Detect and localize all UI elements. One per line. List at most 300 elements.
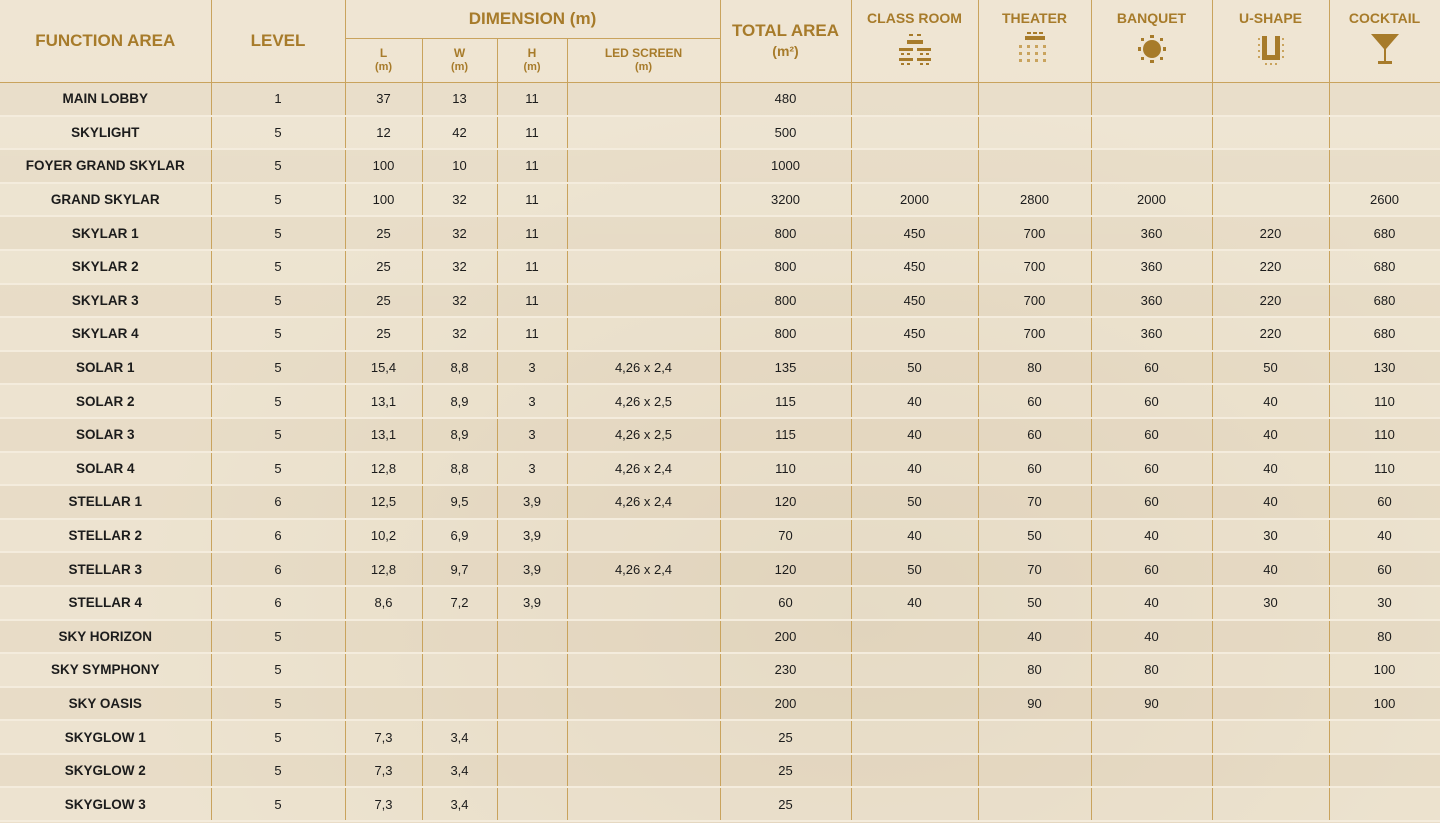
table-row bbox=[0, 519, 1440, 553]
cell-function-area: STELLAR 2 bbox=[0, 519, 211, 553]
cell-led-screen bbox=[567, 586, 720, 620]
cell-height: 11 bbox=[497, 216, 567, 250]
cell-cocktail: 80 bbox=[1329, 620, 1440, 654]
cell-led-screen bbox=[567, 720, 720, 754]
cell-class-room bbox=[851, 787, 978, 821]
table-row bbox=[0, 687, 1440, 721]
cell-total-area: 135 bbox=[720, 351, 851, 385]
cell-function-area: MAIN LOBBY bbox=[0, 82, 211, 116]
cell-function-area: SOLAR 4 bbox=[0, 452, 211, 486]
cell-function-area: SOLAR 1 bbox=[0, 351, 211, 385]
cell-u-shape: 220 bbox=[1212, 284, 1329, 318]
cell-theater: 70 bbox=[978, 485, 1091, 519]
cell-banquet bbox=[1091, 149, 1212, 183]
cell-height: 11 bbox=[497, 250, 567, 284]
cell-width: 3,4 bbox=[422, 787, 497, 821]
cell-total-area: 70 bbox=[720, 519, 851, 553]
cell-function-area: SKYLAR 2 bbox=[0, 250, 211, 284]
cell-total-area: 800 bbox=[720, 216, 851, 250]
cell-u-shape: 40 bbox=[1212, 485, 1329, 519]
cell-theater: 60 bbox=[978, 418, 1091, 452]
cell-banquet: 60 bbox=[1091, 452, 1212, 486]
header-banquet bbox=[1091, 0, 1212, 82]
cell-cocktail: 100 bbox=[1329, 653, 1440, 687]
cell-class-room: 40 bbox=[851, 418, 978, 452]
cell-length: 13,1 bbox=[345, 384, 422, 418]
cell-function-area: SKYLAR 4 bbox=[0, 317, 211, 351]
cell-class-room bbox=[851, 82, 978, 116]
cell-length: 25 bbox=[345, 250, 422, 284]
cell-width: 32 bbox=[422, 216, 497, 250]
table-row bbox=[0, 116, 1440, 150]
cell-level: 1 bbox=[211, 82, 345, 116]
cell-level: 5 bbox=[211, 149, 345, 183]
cell-level: 5 bbox=[211, 787, 345, 821]
cell-banquet: 360 bbox=[1091, 250, 1212, 284]
cell-function-area: SOLAR 2 bbox=[0, 384, 211, 418]
cell-width bbox=[422, 687, 497, 721]
cell-cocktail: 60 bbox=[1329, 552, 1440, 586]
cell-led-screen bbox=[567, 787, 720, 821]
cell-class-room: 40 bbox=[851, 586, 978, 620]
cell-u-shape: 220 bbox=[1212, 216, 1329, 250]
table-row bbox=[0, 485, 1440, 519]
cell-class-room: 40 bbox=[851, 519, 978, 553]
header-length-label: L bbox=[379, 46, 388, 60]
cell-u-shape: 30 bbox=[1212, 519, 1329, 553]
cell-led-screen bbox=[567, 82, 720, 116]
cell-u-shape bbox=[1212, 754, 1329, 788]
cell-cocktail bbox=[1329, 720, 1440, 754]
cell-width: 10 bbox=[422, 149, 497, 183]
cell-u-shape: 40 bbox=[1212, 552, 1329, 586]
cell-level: 5 bbox=[211, 116, 345, 150]
cell-cocktail: 130 bbox=[1329, 351, 1440, 385]
header-theater bbox=[978, 0, 1091, 82]
cell-total-area: 800 bbox=[720, 317, 851, 351]
cell-theater: 80 bbox=[978, 351, 1091, 385]
cell-led-screen bbox=[567, 653, 720, 687]
cell-banquet: 90 bbox=[1091, 687, 1212, 721]
cell-theater: 700 bbox=[978, 216, 1091, 250]
header-width-label: W bbox=[453, 46, 466, 60]
cell-level: 6 bbox=[211, 485, 345, 519]
cell-function-area: SKYGLOW 1 bbox=[0, 720, 211, 754]
table-row bbox=[0, 653, 1440, 687]
cell-total-area: 25 bbox=[720, 787, 851, 821]
cell-width: 8,8 bbox=[422, 452, 497, 486]
cell-led-screen bbox=[567, 754, 720, 788]
cell-level: 5 bbox=[211, 384, 345, 418]
cell-length: 12,8 bbox=[345, 552, 422, 586]
cell-banquet: 40 bbox=[1091, 620, 1212, 654]
cell-banquet: 60 bbox=[1091, 552, 1212, 586]
cell-width bbox=[422, 620, 497, 654]
cell-class-room: 50 bbox=[851, 552, 978, 586]
cell-theater: 50 bbox=[978, 586, 1091, 620]
cell-width: 32 bbox=[422, 317, 497, 351]
table-row bbox=[0, 787, 1440, 821]
cell-cocktail: 110 bbox=[1329, 384, 1440, 418]
cell-cocktail bbox=[1329, 116, 1440, 150]
cell-total-area: 500 bbox=[720, 116, 851, 150]
cell-height: 3,9 bbox=[497, 552, 567, 586]
table-row bbox=[0, 216, 1440, 250]
cell-cocktail: 680 bbox=[1329, 250, 1440, 284]
table-row bbox=[0, 183, 1440, 217]
cell-class-room: 40 bbox=[851, 452, 978, 486]
header-led-screen bbox=[567, 38, 720, 82]
cell-total-area: 25 bbox=[720, 754, 851, 788]
cell-class-room bbox=[851, 149, 978, 183]
cell-theater: 90 bbox=[978, 687, 1091, 721]
cell-level: 5 bbox=[211, 687, 345, 721]
cell-total-area: 1000 bbox=[720, 149, 851, 183]
header-led-screen-unit: (m) bbox=[634, 61, 653, 73]
cell-total-area: 230 bbox=[720, 653, 851, 687]
cell-length: 100 bbox=[345, 149, 422, 183]
cell-theater: 700 bbox=[978, 284, 1091, 318]
cell-cocktail: 2600 bbox=[1329, 183, 1440, 217]
cell-level: 5 bbox=[211, 317, 345, 351]
cell-class-room: 50 bbox=[851, 485, 978, 519]
cell-total-area: 25 bbox=[720, 720, 851, 754]
cell-cocktail: 40 bbox=[1329, 519, 1440, 553]
table-row bbox=[0, 149, 1440, 183]
cell-total-area: 200 bbox=[720, 687, 851, 721]
cell-cocktail: 110 bbox=[1329, 452, 1440, 486]
header-height-label: H bbox=[527, 46, 537, 60]
cell-u-shape bbox=[1212, 116, 1329, 150]
cell-class-room bbox=[851, 653, 978, 687]
cell-led-screen: 4,26 x 2,4 bbox=[567, 351, 720, 385]
table-row bbox=[0, 284, 1440, 318]
cell-cocktail: 100 bbox=[1329, 687, 1440, 721]
cell-level: 5 bbox=[211, 216, 345, 250]
cell-level: 5 bbox=[211, 653, 345, 687]
cell-width: 3,4 bbox=[422, 754, 497, 788]
cell-led-screen bbox=[567, 519, 720, 553]
cell-width: 9,5 bbox=[422, 485, 497, 519]
cell-level: 5 bbox=[211, 183, 345, 217]
cell-height: 11 bbox=[497, 284, 567, 318]
cell-height: 3 bbox=[497, 351, 567, 385]
cell-function-area: SKY SYMPHONY bbox=[0, 653, 211, 687]
cell-width: 8,8 bbox=[422, 351, 497, 385]
cell-u-shape bbox=[1212, 653, 1329, 687]
cell-u-shape bbox=[1212, 620, 1329, 654]
header-width bbox=[422, 38, 497, 82]
cell-theater bbox=[978, 149, 1091, 183]
cell-height: 3 bbox=[497, 418, 567, 452]
cell-led-screen bbox=[567, 116, 720, 150]
cell-length: 12,5 bbox=[345, 485, 422, 519]
cell-u-shape: 30 bbox=[1212, 586, 1329, 620]
cell-class-room: 450 bbox=[851, 216, 978, 250]
header-length-unit: (m) bbox=[374, 61, 393, 73]
cell-class-room bbox=[851, 116, 978, 150]
cell-u-shape bbox=[1212, 687, 1329, 721]
cell-banquet bbox=[1091, 754, 1212, 788]
cell-function-area: SKY OASIS bbox=[0, 687, 211, 721]
table-row bbox=[0, 250, 1440, 284]
cell-function-area: SKYGLOW 2 bbox=[0, 754, 211, 788]
cell-led-screen bbox=[567, 620, 720, 654]
cell-led-screen bbox=[567, 284, 720, 318]
cell-level: 5 bbox=[211, 250, 345, 284]
cell-u-shape: 40 bbox=[1212, 384, 1329, 418]
cell-cocktail: 30 bbox=[1329, 586, 1440, 620]
cell-length: 37 bbox=[345, 82, 422, 116]
cell-height: 11 bbox=[497, 82, 567, 116]
cell-length bbox=[345, 620, 422, 654]
cell-theater: 700 bbox=[978, 250, 1091, 284]
header-u-shape-label: U-SHAPE bbox=[1238, 10, 1302, 26]
cell-u-shape: 220 bbox=[1212, 317, 1329, 351]
cell-height: 11 bbox=[497, 317, 567, 351]
cell-height bbox=[497, 720, 567, 754]
table-row bbox=[0, 720, 1440, 754]
cell-theater: 60 bbox=[978, 452, 1091, 486]
cell-u-shape: 40 bbox=[1212, 418, 1329, 452]
cell-cocktail: 110 bbox=[1329, 418, 1440, 452]
cell-level: 5 bbox=[211, 418, 345, 452]
theater-icon bbox=[1015, 32, 1055, 66]
cell-function-area: STELLAR 4 bbox=[0, 586, 211, 620]
cell-function-area: SKYLAR 1 bbox=[0, 216, 211, 250]
table-row bbox=[0, 418, 1440, 452]
cell-cocktail bbox=[1329, 82, 1440, 116]
table-row bbox=[0, 384, 1440, 418]
table-row bbox=[0, 351, 1440, 385]
header-function-area: FUNCTION AREA bbox=[0, 0, 211, 82]
cell-cocktail: 680 bbox=[1329, 216, 1440, 250]
cell-banquet: 360 bbox=[1091, 317, 1212, 351]
cell-banquet: 360 bbox=[1091, 284, 1212, 318]
cell-length: 25 bbox=[345, 216, 422, 250]
cell-function-area: SOLAR 3 bbox=[0, 418, 211, 452]
cell-height: 11 bbox=[497, 183, 567, 217]
cell-theater: 700 bbox=[978, 317, 1091, 351]
cell-u-shape: 220 bbox=[1212, 250, 1329, 284]
cell-total-area: 115 bbox=[720, 418, 851, 452]
cell-theater: 50 bbox=[978, 519, 1091, 553]
cell-class-room bbox=[851, 720, 978, 754]
cell-level: 6 bbox=[211, 586, 345, 620]
cell-class-room: 450 bbox=[851, 250, 978, 284]
cell-width: 6,9 bbox=[422, 519, 497, 553]
cell-banquet: 2000 bbox=[1091, 183, 1212, 217]
cell-theater bbox=[978, 754, 1091, 788]
cell-function-area: STELLAR 1 bbox=[0, 485, 211, 519]
cell-level: 5 bbox=[211, 754, 345, 788]
cell-theater: 60 bbox=[978, 384, 1091, 418]
cell-theater bbox=[978, 82, 1091, 116]
cell-length: 12 bbox=[345, 116, 422, 150]
cell-function-area: GRAND SKYLAR bbox=[0, 183, 211, 217]
header-u-shape bbox=[1212, 0, 1329, 82]
header-dimension: DIMENSION (m) bbox=[345, 0, 720, 38]
cell-u-shape bbox=[1212, 82, 1329, 116]
cell-width: 42 bbox=[422, 116, 497, 150]
cell-cocktail bbox=[1329, 754, 1440, 788]
cell-function-area: FOYER GRAND SKYLAR bbox=[0, 149, 211, 183]
cell-length: 25 bbox=[345, 317, 422, 351]
cell-function-area: SKYLIGHT bbox=[0, 116, 211, 150]
table-row bbox=[0, 586, 1440, 620]
cell-theater: 2800 bbox=[978, 183, 1091, 217]
cell-led-screen: 4,26 x 2,4 bbox=[567, 452, 720, 486]
header-banquet-label: BANQUET bbox=[1116, 10, 1187, 26]
cell-banquet: 80 bbox=[1091, 653, 1212, 687]
cell-level: 6 bbox=[211, 519, 345, 553]
cell-height bbox=[497, 653, 567, 687]
header-total-area-label: TOTAL AREA bbox=[731, 20, 840, 40]
cell-banquet bbox=[1091, 116, 1212, 150]
cell-theater: 70 bbox=[978, 552, 1091, 586]
cell-width: 3,4 bbox=[422, 720, 497, 754]
cell-led-screen bbox=[567, 149, 720, 183]
cell-theater: 80 bbox=[978, 653, 1091, 687]
cell-level: 5 bbox=[211, 720, 345, 754]
header-led-screen-label: LED SCREEN bbox=[604, 46, 683, 60]
cell-led-screen: 4,26 x 2,4 bbox=[567, 485, 720, 519]
cell-level: 5 bbox=[211, 351, 345, 385]
cell-theater bbox=[978, 720, 1091, 754]
cell-banquet: 60 bbox=[1091, 418, 1212, 452]
cell-u-shape bbox=[1212, 183, 1329, 217]
cell-width: 7,2 bbox=[422, 586, 497, 620]
cell-length: 15,4 bbox=[345, 351, 422, 385]
cell-total-area: 800 bbox=[720, 250, 851, 284]
cell-theater: 40 bbox=[978, 620, 1091, 654]
cell-theater bbox=[978, 787, 1091, 821]
cell-level: 5 bbox=[211, 284, 345, 318]
cell-class-room bbox=[851, 687, 978, 721]
cell-cocktail bbox=[1329, 149, 1440, 183]
cell-level: 5 bbox=[211, 452, 345, 486]
table-row bbox=[0, 82, 1440, 116]
cell-height bbox=[497, 687, 567, 721]
cell-total-area: 800 bbox=[720, 284, 851, 318]
u-shape-icon bbox=[1251, 32, 1291, 66]
cocktail-icon bbox=[1365, 32, 1405, 66]
cell-class-room bbox=[851, 754, 978, 788]
banquet-icon bbox=[1132, 32, 1172, 66]
cell-led-screen: 4,26 x 2,5 bbox=[567, 384, 720, 418]
cell-length bbox=[345, 653, 422, 687]
cell-height: 11 bbox=[497, 116, 567, 150]
cell-u-shape bbox=[1212, 787, 1329, 821]
cell-height bbox=[497, 754, 567, 788]
cell-total-area: 120 bbox=[720, 485, 851, 519]
header-length bbox=[345, 38, 422, 82]
cell-banquet: 40 bbox=[1091, 586, 1212, 620]
cell-width: 8,9 bbox=[422, 418, 497, 452]
cell-u-shape: 40 bbox=[1212, 452, 1329, 486]
classroom-icon bbox=[895, 32, 935, 66]
cell-length: 10,2 bbox=[345, 519, 422, 553]
header-level: LEVEL bbox=[211, 0, 345, 82]
cell-function-area: SKY HORIZON bbox=[0, 620, 211, 654]
header-cocktail-label: COCKTAIL bbox=[1348, 10, 1421, 26]
header-cocktail bbox=[1329, 0, 1440, 82]
table-row bbox=[0, 452, 1440, 486]
cell-length: 25 bbox=[345, 284, 422, 318]
table-row bbox=[0, 317, 1440, 351]
cell-level: 5 bbox=[211, 620, 345, 654]
cell-width bbox=[422, 653, 497, 687]
cell-banquet: 40 bbox=[1091, 519, 1212, 553]
cell-led-screen bbox=[567, 183, 720, 217]
cell-class-room: 2000 bbox=[851, 183, 978, 217]
cell-height: 11 bbox=[497, 149, 567, 183]
cell-length: 7,3 bbox=[345, 787, 422, 821]
cell-total-area: 200 bbox=[720, 620, 851, 654]
cell-u-shape: 50 bbox=[1212, 351, 1329, 385]
cell-banquet: 60 bbox=[1091, 351, 1212, 385]
cell-cocktail: 60 bbox=[1329, 485, 1440, 519]
cell-function-area: SKYGLOW 3 bbox=[0, 787, 211, 821]
table-row bbox=[0, 552, 1440, 586]
cell-height: 3,9 bbox=[497, 586, 567, 620]
cell-width: 32 bbox=[422, 183, 497, 217]
table-body bbox=[0, 82, 1440, 821]
cell-width: 32 bbox=[422, 250, 497, 284]
cell-function-area: SKYLAR 3 bbox=[0, 284, 211, 318]
cell-level: 6 bbox=[211, 552, 345, 586]
cell-height: 3 bbox=[497, 384, 567, 418]
cell-total-area: 120 bbox=[720, 552, 851, 586]
cell-height bbox=[497, 620, 567, 654]
cell-led-screen bbox=[567, 216, 720, 250]
cell-total-area: 3200 bbox=[720, 183, 851, 217]
cell-width: 8,9 bbox=[422, 384, 497, 418]
cell-class-room: 50 bbox=[851, 351, 978, 385]
cell-height: 3,9 bbox=[497, 485, 567, 519]
header-total-area bbox=[720, 0, 851, 82]
cell-cocktail bbox=[1329, 787, 1440, 821]
cell-length: 12,8 bbox=[345, 452, 422, 486]
cell-led-screen: 4,26 x 2,4 bbox=[567, 552, 720, 586]
cell-led-screen bbox=[567, 317, 720, 351]
cell-class-room: 450 bbox=[851, 284, 978, 318]
cell-length: 13,1 bbox=[345, 418, 422, 452]
cell-u-shape bbox=[1212, 720, 1329, 754]
cell-total-area: 480 bbox=[720, 82, 851, 116]
cell-length: 100 bbox=[345, 183, 422, 217]
cell-width: 13 bbox=[422, 82, 497, 116]
cell-total-area: 115 bbox=[720, 384, 851, 418]
cell-width: 9,7 bbox=[422, 552, 497, 586]
cell-class-room: 40 bbox=[851, 384, 978, 418]
cell-class-room: 450 bbox=[851, 317, 978, 351]
cell-length: 7,3 bbox=[345, 754, 422, 788]
cell-u-shape bbox=[1212, 149, 1329, 183]
cell-length bbox=[345, 687, 422, 721]
cell-length: 8,6 bbox=[345, 586, 422, 620]
cell-banquet: 60 bbox=[1091, 485, 1212, 519]
cell-height: 3,9 bbox=[497, 519, 567, 553]
header-class-room bbox=[851, 0, 978, 82]
cell-height bbox=[497, 787, 567, 821]
cell-banquet bbox=[1091, 787, 1212, 821]
header-total-area-unit: (m²) bbox=[772, 42, 799, 59]
header-theater-label: THEATER bbox=[1001, 10, 1068, 26]
cell-theater bbox=[978, 116, 1091, 150]
header-height bbox=[497, 38, 567, 82]
cell-length: 7,3 bbox=[345, 720, 422, 754]
